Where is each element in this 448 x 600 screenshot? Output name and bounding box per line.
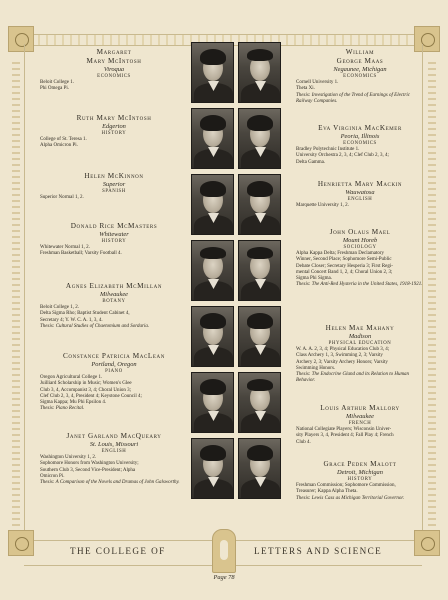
activity-line: Treasurer; Kappa Alpha Theta. <box>296 489 358 495</box>
hometown: Edgerton <box>102 123 126 130</box>
thesis-line: Thesis: The Anti-Red Hysteria in the United States, 1918-1921. <box>296 282 423 288</box>
portrait-photo <box>191 306 234 367</box>
activity-line: Bradley Polytechnic Institute 1. <box>296 147 360 152</box>
portrait-photo <box>238 108 281 169</box>
student-name: Grace Peden Malott <box>323 460 397 468</box>
activity-line: Sigma Kappa; Mu Phi Epsilon 4. <box>40 400 107 406</box>
student-name: William <box>345 48 375 56</box>
activity-line: Freshman Basketball; Varsity Football 4. <box>40 251 122 257</box>
activity-line: Beloit College 1. <box>40 80 75 85</box>
hometown: Milwaukee <box>345 413 375 420</box>
activity-line: Theta Xi. <box>296 86 315 92</box>
activity-line: Winner, Second Place; Sophomore Semi-Public <box>296 257 392 263</box>
activity-line: Delta Sigma Rho; Baptist Student Cabinet 4, <box>40 311 130 317</box>
student-entry <box>296 228 424 289</box>
student-entry <box>40 48 188 93</box>
activity-line: Delta Gamma. <box>296 159 326 165</box>
portrait-photo <box>238 372 281 433</box>
student-name: John Olaus Mael <box>329 228 391 236</box>
department: HISTORY <box>347 477 373 482</box>
activity-line: Whitewater Normal 1, 2. <box>40 245 90 250</box>
corner-ornament-bottom-right <box>414 530 440 556</box>
student-entry <box>296 180 424 209</box>
portrait-photo <box>238 438 281 499</box>
footer-banner <box>24 540 422 566</box>
student-name: Louis Arthur Mallory <box>320 404 400 412</box>
hometown: Superior <box>102 181 126 188</box>
activity-line: Class Archery 1, 3, Swimming 2, 3; Varsity <box>296 353 383 359</box>
activity-line: Omicron Pi. <box>40 473 65 479</box>
activity-line: Swimming Honors. <box>296 365 336 371</box>
activity-line: Debate Closer; Secretary Hesperia 3; First Regi- <box>296 263 393 269</box>
activity-line: sity Players 3, 4, President 4; Fall Play 4; French <box>296 433 394 439</box>
corner-ornament-bottom-left <box>8 530 34 556</box>
activity-line: Alpha Kappa Delta; Freshman Declamatory <box>296 251 385 256</box>
portrait-photo <box>191 438 234 499</box>
portrait-photo <box>191 42 234 103</box>
department: HISTORY <box>101 131 127 136</box>
portrait-photo <box>191 174 234 235</box>
footer-right-text: LETTERS AND SCIENCE <box>254 546 383 556</box>
hometown: Viroqua <box>103 66 125 73</box>
activity-line: Phi Omega Pi. <box>40 86 70 92</box>
page-number: Page 78 <box>213 574 235 581</box>
department: PHYSICAL EDUCATION <box>328 341 392 346</box>
department: ECONOMICS <box>343 74 377 79</box>
department: ECONOMICS <box>97 74 131 79</box>
activity-line: Sigma Phi Sigma. <box>296 276 332 282</box>
thesis-line: Thesis: A Comparison of the Novels and Dramas of John Galsworthy. <box>40 480 180 486</box>
hometown: Negaunee, Michigan <box>333 66 387 73</box>
student-name: Donald Rice McMasters <box>70 222 158 230</box>
footer-left-text: THE COLLEGE OF <box>70 546 166 556</box>
activity-line: Secretary 4; Y. W. C. A. 1, 3, 4. <box>40 317 103 323</box>
department: ENGLISH <box>347 197 373 202</box>
student-name: Helen Mae Mahany <box>325 324 395 332</box>
hometown: Madison <box>348 333 372 340</box>
activity-line: Superior Normal 1, 2. <box>40 195 84 200</box>
activity-line: Beloit College 1, 2. <box>40 305 80 310</box>
student-entry <box>40 352 188 413</box>
activity-line: College of St. Teresa 1. <box>40 137 87 142</box>
banner-emblem <box>212 529 236 573</box>
portrait-photo <box>238 240 281 301</box>
hometown: Portland, Oregon <box>91 361 137 368</box>
student-name: Janet Garland MacQueary <box>66 432 162 440</box>
student-name: Constance Patricia MacLean <box>63 352 165 360</box>
hometown: Peoria, Illinois <box>340 133 380 140</box>
hometown: Mount Horeb <box>342 237 378 244</box>
portrait-photo <box>191 372 234 433</box>
student-name-line2: George Maas <box>336 57 384 65</box>
student-name: Ruth Mary McIntosh <box>76 114 152 122</box>
department: HISTORY <box>101 239 127 244</box>
activity-line: University Orchestra 2, 3, 4; Clef Club 2, 3, 4; <box>296 153 389 159</box>
student-entry <box>296 324 424 385</box>
portrait-photo <box>191 240 234 301</box>
student-entry <box>40 432 188 486</box>
activity-line: Oregon Agricultural College 1. <box>40 375 103 380</box>
thesis-line: Thesis: Investigation of the Trend of Earnings of Electric Railway Companies. <box>296 92 410 104</box>
student-entry <box>296 48 424 105</box>
student-entry <box>40 114 188 150</box>
department: ENGLISH <box>101 449 127 454</box>
activity-line: Alpha Omicron Pi. <box>40 143 78 149</box>
portrait-photo <box>238 306 281 367</box>
student-entry <box>40 222 188 258</box>
activity-line: Freshman Commission; Sophomore Commission, <box>296 483 396 488</box>
thesis-line: Thesis: Cultural Studies of Chaetomium and Sordaria. <box>40 323 150 329</box>
portrait-photo <box>238 174 281 235</box>
department: SPANISH <box>102 189 126 194</box>
department: SOCIOLOGY <box>343 245 377 250</box>
activity-line: W. A. A. 2, 3, 4; Physical Education Club 3, 4; <box>296 347 390 352</box>
left-frame-line <box>24 44 25 540</box>
student-entry <box>296 460 424 502</box>
activity-line: Sophomore Honors from Washington University; <box>40 461 139 467</box>
hometown: Whitewater <box>99 231 129 238</box>
activity-line: Club 4. <box>296 439 311 445</box>
department: ECONOMICS <box>343 141 377 146</box>
student-entry <box>40 172 188 201</box>
department: FRENCH <box>348 421 372 426</box>
activity-line: mental Concert Band 1, 2, 4; Choral Union 2, 3; <box>296 269 393 275</box>
activity-line: Cornell University 1. <box>296 80 339 85</box>
student-entry <box>296 404 424 446</box>
student-name: Agnes Elizabeth McMillan <box>65 282 163 290</box>
activity-line: Clef Club 2, 3, 4, President 4; Keystone Council 4; <box>40 393 142 399</box>
portrait-photo <box>191 108 234 169</box>
portrait-photo <box>238 42 281 103</box>
activity-line: Southern Club 3, Second Vice-President; Alpha <box>40 467 136 473</box>
activity-line: National Collegiate Players; Wisconsin Univer- <box>296 427 392 432</box>
student-entry <box>40 282 188 330</box>
hometown: St. Louis, Missouri <box>89 441 139 448</box>
corner-ornament-top-left <box>8 26 34 52</box>
activity-line: Juilliard Scholarship in Music; Women's Glee <box>40 381 132 387</box>
student-name: Margaret <box>96 48 132 56</box>
thesis-line: Thesis: Lewis Cass as Michigan Territorial Governor. <box>296 495 405 501</box>
student-name: Henrietta Mary Mackin <box>317 180 403 188</box>
activity-line: Marquette University 1, 2. <box>296 203 349 208</box>
thesis-line: Thesis: Piano Recital. <box>40 406 85 412</box>
right-border-pattern <box>428 58 436 534</box>
left-border-pattern <box>12 58 20 534</box>
department: PIANO <box>105 369 123 374</box>
activity-line: Washington University 1, 2. <box>40 455 97 460</box>
activity-line: Club 3, 4, Accompanist 3, 4; Choral Union 3; <box>40 387 131 393</box>
hometown: Detroit, Michigan <box>337 469 383 476</box>
department: BOTANY <box>102 299 126 304</box>
student-entry <box>296 124 424 166</box>
student-name: Helen McKinnon <box>84 172 144 180</box>
thesis-line: Thesis: The Endocrine Gland and its Relation to Human Behavior. <box>296 372 410 384</box>
student-name: Eva Virginia MacKemer <box>318 124 402 132</box>
student-name-line2: Mary McIntosh <box>86 57 142 65</box>
hometown: Wauwatosa <box>345 189 375 196</box>
activity-line: Archery 2, 3; Varsity Archery Honors; Varsity <box>296 359 388 365</box>
hometown: Milwaukee <box>99 291 129 298</box>
